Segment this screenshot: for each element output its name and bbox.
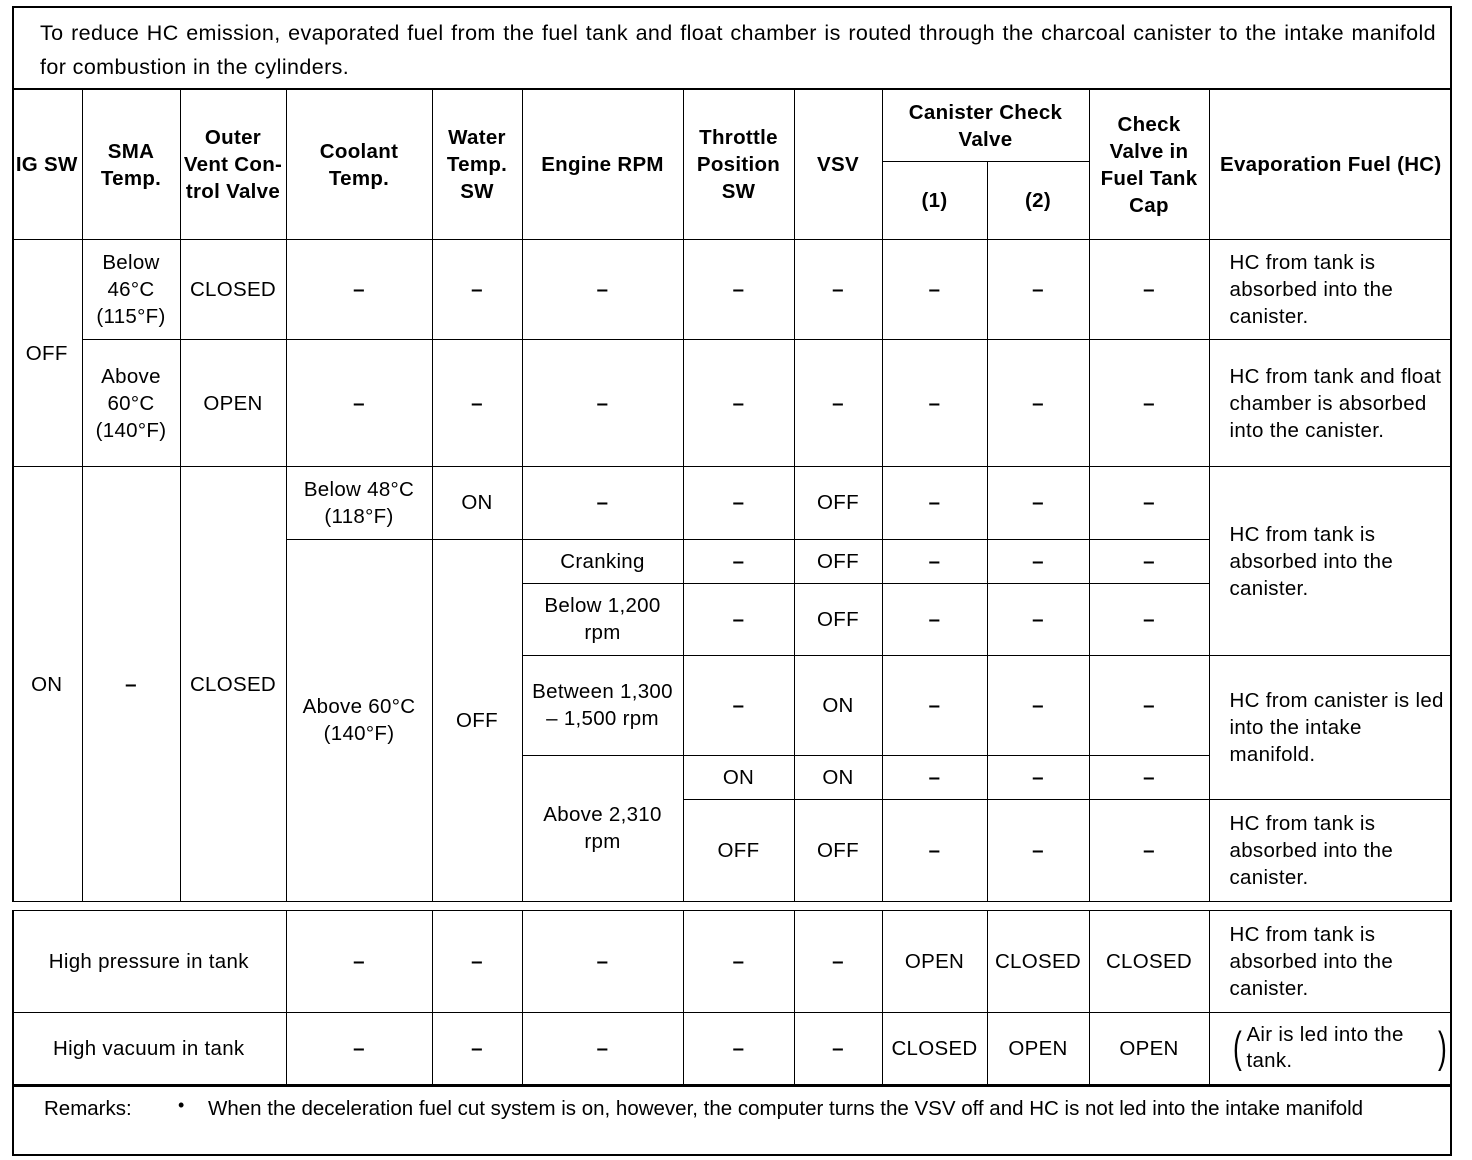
dash-cell: – xyxy=(987,583,1089,655)
ccv2-closed: CLOSED xyxy=(987,911,1089,1013)
water-sw-on: ON xyxy=(432,467,522,539)
dash-cell: – xyxy=(683,583,794,655)
throttle-on: ON xyxy=(683,755,794,799)
table-row xyxy=(12,1012,1452,1084)
dash-cell: – xyxy=(683,539,794,583)
dash-cell: – xyxy=(683,1012,794,1084)
dash-cell: – xyxy=(432,911,522,1013)
hc-tank-absorbed: HC from tank is absorbed into the canister. xyxy=(1209,240,1452,340)
hc-air-led-cell xyxy=(1209,1012,1452,1084)
header-ig-sw: IG SW xyxy=(12,90,82,240)
remarks-section xyxy=(12,1085,1452,1156)
evap-control-table xyxy=(12,89,1452,902)
sma-above-60: Above 60°C (140°F) xyxy=(82,340,180,467)
air-led-text: Air is led into the tank. xyxy=(1246,1023,1404,1073)
dash-cell: – xyxy=(683,467,794,539)
header-evap-fuel: Evaporation Fuel (HC) xyxy=(1209,90,1452,240)
coolant-below-48: Below 48°C (118°F) xyxy=(286,467,432,539)
dash-cell: – xyxy=(683,340,794,467)
dash-cell: – xyxy=(432,1012,522,1084)
dash-cell: – xyxy=(987,655,1089,755)
dash-cell: – xyxy=(1089,340,1209,467)
header-throttle-sw: Throttle Position SW xyxy=(683,90,794,240)
dash-cell: – xyxy=(1089,539,1209,583)
dash-cell: – xyxy=(882,539,987,583)
hc-tank-float-absorbed: HC from tank and float chamber is absorbed into the canister. xyxy=(1209,340,1452,467)
close-paren: ) xyxy=(1438,1023,1448,1073)
rpm-between-1300-1500: Between 1,300 – 1,500 rpm xyxy=(522,655,683,755)
intro-paragraph: To reduce HC emission, evaporated fuel from the fuel tank and float chamber is routed through the charcoal canister to the intake manifold for combustion in the cylinders. xyxy=(12,6,1452,90)
coolant-above-60: Above 60°C (140°F) xyxy=(286,539,432,901)
dash-cell: – xyxy=(882,755,987,799)
rpm-below-1200: Below 1,200 rpm xyxy=(522,583,683,655)
remarks-bullet: • xyxy=(178,1095,185,1115)
dash-cell: – xyxy=(1089,655,1209,755)
vsv-off: OFF xyxy=(794,467,882,539)
remarks-label: Remarks: xyxy=(44,1097,132,1120)
table-row xyxy=(12,467,1452,539)
dash-cell: – xyxy=(882,240,987,340)
open-paren: ( xyxy=(1232,1023,1242,1073)
header-engine-rpm: Engine RPM xyxy=(522,90,683,240)
throttle-off: OFF xyxy=(683,799,794,901)
dash-cell: – xyxy=(286,240,432,340)
condition-high-pressure: High pressure in tank xyxy=(12,911,286,1013)
sma-below-46: Below 46°C (115°F) xyxy=(82,240,180,340)
dash-cell: – xyxy=(683,240,794,340)
dash-cell: – xyxy=(1089,467,1209,539)
dash-cell: – xyxy=(683,655,794,755)
ccv2-open: OPEN xyxy=(987,1012,1089,1084)
header-canister-check-valve: Canister Check Valve xyxy=(882,90,1089,162)
dash-cell: – xyxy=(286,911,432,1013)
dash-cell: – xyxy=(522,240,683,340)
dash-cell: – xyxy=(794,1012,882,1084)
dash-cell: – xyxy=(683,911,794,1013)
header-coolant-temp: Coolant Temp. xyxy=(286,90,432,240)
dash-cell: – xyxy=(987,467,1089,539)
table-row xyxy=(12,240,1452,340)
vsv-off: OFF xyxy=(794,799,882,901)
dash-cell: – xyxy=(987,539,1089,583)
dash-cell: – xyxy=(882,467,987,539)
header-water-temp-sw: Water Temp. SW xyxy=(432,90,522,240)
cap-valve-open: OPEN xyxy=(1089,1012,1209,1084)
dash-cell: – xyxy=(286,1012,432,1084)
dash-cell: – xyxy=(1089,755,1209,799)
dash-cell: – xyxy=(882,799,987,901)
ccv1-open: OPEN xyxy=(882,911,987,1013)
sma-dash: – xyxy=(82,467,180,902)
tank-pressure-table xyxy=(12,910,1452,1085)
dash-cell: – xyxy=(522,340,683,467)
header-check-valve-cap: Check Valve in Fuel Tank Cap xyxy=(1089,90,1209,240)
dash-cell: – xyxy=(987,340,1089,467)
header-ccv-2: (2) xyxy=(987,162,1089,240)
dash-cell: – xyxy=(432,340,522,467)
hc-canister-led: HC from canister is led into the intake manifold. xyxy=(1209,655,1452,799)
dash-cell: – xyxy=(882,340,987,467)
hc-tank-absorbed: HC from tank is absorbed into the canister. xyxy=(1209,911,1452,1013)
hc-tank-absorbed: HC from tank is absorbed into the canister. xyxy=(1209,467,1452,655)
ig-on-cell: ON xyxy=(12,467,82,902)
dash-cell: – xyxy=(987,799,1089,901)
dash-cell: – xyxy=(522,467,683,539)
remarks-text: When the deceleration fuel cut system is on, however, the computer turns the VSV off and HC is not led into the intake manifold xyxy=(208,1097,1364,1120)
dash-cell: – xyxy=(522,911,683,1013)
header-vsv: VSV xyxy=(794,90,882,240)
rpm-cranking: Cranking xyxy=(522,539,683,583)
vsv-off: OFF xyxy=(794,539,882,583)
dash-cell: – xyxy=(987,755,1089,799)
header-sma-temp: SMA Temp. xyxy=(82,90,180,240)
dash-cell: – xyxy=(794,340,882,467)
condition-high-vacuum: High vacuum in tank xyxy=(12,1012,286,1084)
rpm-above-2310: Above 2,310 rpm xyxy=(522,755,683,901)
dash-cell: – xyxy=(1089,240,1209,340)
water-sw-off: OFF xyxy=(432,539,522,901)
vent-closed: CLOSED xyxy=(180,467,286,902)
hc-tank-absorbed: HC from tank is absorbed into the canister. xyxy=(1209,799,1452,901)
dash-cell: – xyxy=(432,240,522,340)
vent-closed: CLOSED xyxy=(180,240,286,340)
table-row xyxy=(12,340,1452,467)
dash-cell: – xyxy=(794,911,882,1013)
ccv1-closed: CLOSED xyxy=(882,1012,987,1084)
cap-valve-closed: CLOSED xyxy=(1089,911,1209,1013)
dash-cell: – xyxy=(882,655,987,755)
vsv-on: ON xyxy=(794,755,882,799)
dash-cell: – xyxy=(522,1012,683,1084)
header-ccv-1: (1) xyxy=(882,162,987,240)
vsv-off: OFF xyxy=(794,583,882,655)
vsv-on: ON xyxy=(794,655,882,755)
air-led-group xyxy=(1230,1022,1451,1074)
table-row xyxy=(12,911,1452,1013)
dash-cell: – xyxy=(286,340,432,467)
dash-cell: – xyxy=(1089,799,1209,901)
dash-cell: – xyxy=(794,240,882,340)
dash-cell: – xyxy=(987,240,1089,340)
ig-off-cell: OFF xyxy=(12,240,82,467)
header-row xyxy=(12,90,1452,162)
dash-cell: – xyxy=(1089,583,1209,655)
dash-cell: – xyxy=(882,583,987,655)
vent-open: OPEN xyxy=(180,340,286,467)
header-outer-vent-valve: Outer Vent Con- trol Valve xyxy=(180,90,286,240)
section-gap xyxy=(12,902,1452,910)
